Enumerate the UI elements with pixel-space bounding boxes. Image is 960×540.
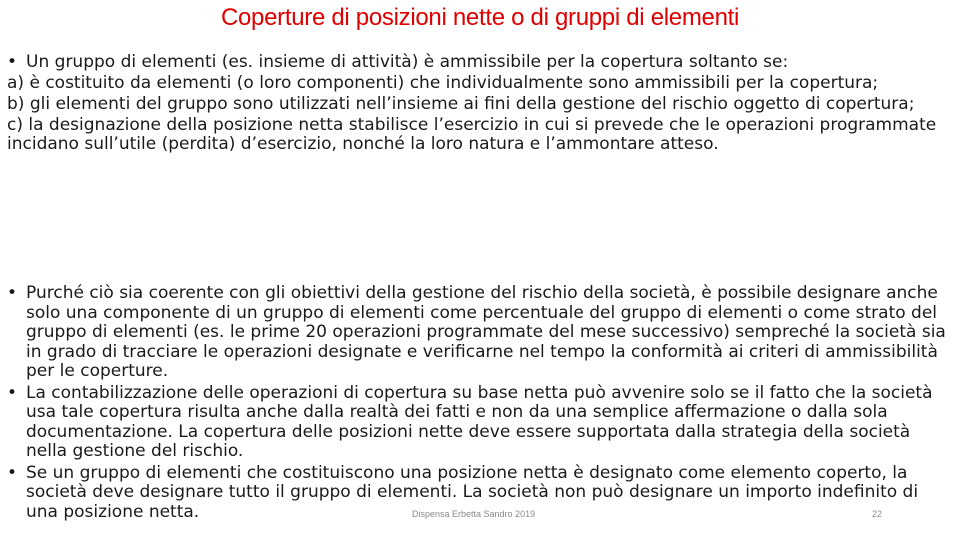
condition-c: c) la designazione della posizione netta stabilisce l’esercizio in cui si prevede che le operazioni programmate incidano sull’utile (perdita) d’esercizio, nonché la loro natura e l’ammontare atteso. bbox=[7, 114, 937, 154]
intro-text: • Un gruppo di elementi (es. insieme di attività) è ammissibile per la copertura soltanto se: bbox=[7, 52, 947, 74]
bullet-list bbox=[7, 284, 952, 522]
page-number: 22 bbox=[872, 509, 883, 519]
eligibility-block bbox=[7, 52, 947, 154]
slide-title: Coperture di posizioni nette o di gruppi di elementi bbox=[220, 4, 740, 31]
footer-text: Dispensa Erbetta Sandro 2019 bbox=[412, 509, 536, 519]
bullet-item: • La contabilizzazione delle operazioni di copertura su base netta può avvenire solo se il fatto che la società usa tale copertura risulta anche dalla realtà dei fatti e non da una semplice affermazione o dalla sola documentazione. La copertura delle posizioni nette deve essere supportata dalla strategia della società nella gestione del rischio. bbox=[7, 384, 952, 462]
condition-a: a) è costituito da elementi (o loro componenti) che individualmente sono ammissibili per la copertura; bbox=[7, 72, 879, 93]
condition-b: b) gli elementi del gruppo sono utilizzati nell’insieme ai fini della gestione del rischio oggetto di copertura; bbox=[7, 93, 915, 114]
bullet-list-block bbox=[7, 284, 952, 524]
bullet-item: • Purché ciò sia coerente con gli obiettivi della gestione del rischio della società, è possibile designare anche solo una componente di un gruppo di elementi come percentuale del gruppo di elementi o come strato del gruppo di elementi (es. le prime 20 operazioni programmate del mese successivo) sempreché la società sia in grado di tracciare le operazioni designate e verificarne nel tempo la conformità ai criteri di ammissibilità per le coperture. bbox=[7, 284, 952, 382]
bullet-item: • Se un gruppo di elementi che costituiscono una posizione netta è designato come elemento coperto, la società deve designare tutto il gruppo di elementi. La società non può designare un importo indefinito di una posizione netta. bbox=[7, 464, 952, 523]
